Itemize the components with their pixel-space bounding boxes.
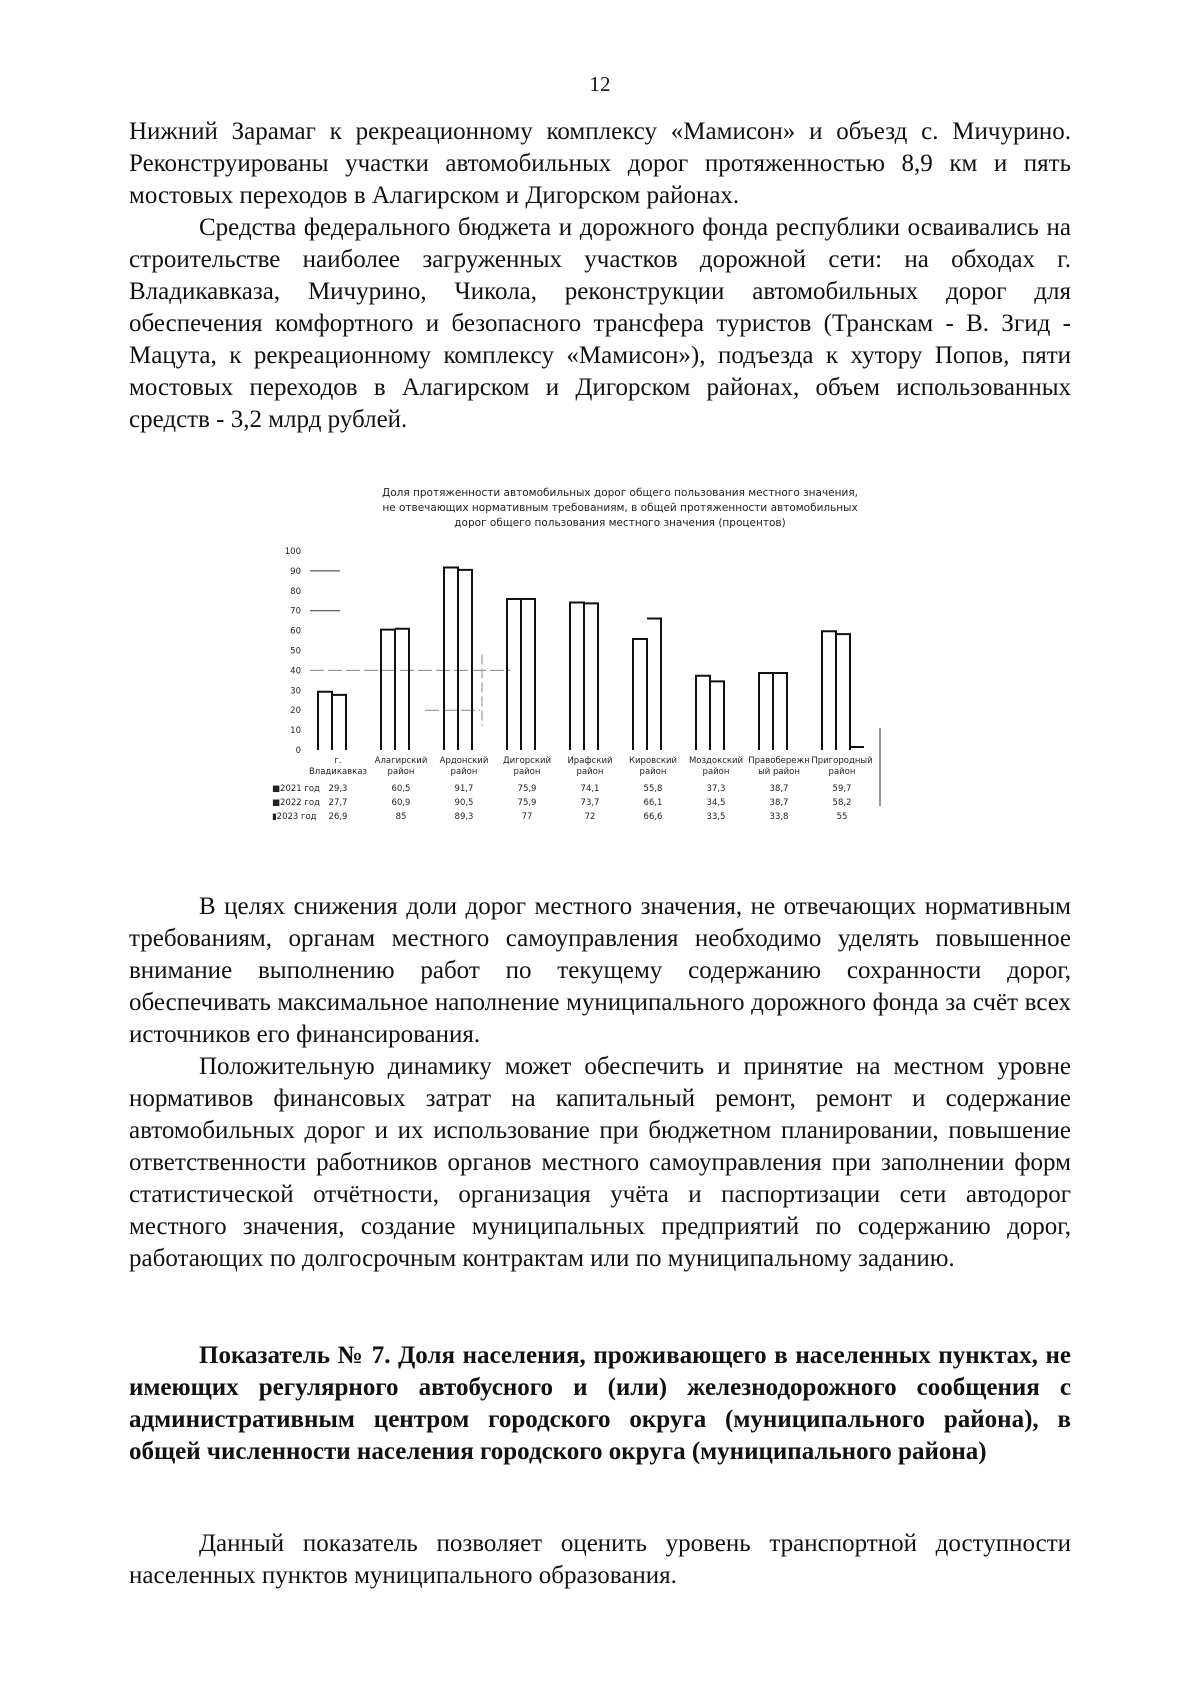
table-value: 27,7 [328, 798, 348, 808]
heading-text: Показатель № 7. Доля населения, проживающего в населенных пунктах, не имеющих регулярного автобусного и (или) железнодорожного сообщения с административным центром городского округа (муниципального района), в общей численности населения городского округа (муниципального района) [129, 1342, 1071, 1465]
category-label: район [576, 767, 604, 777]
legend-series-label: ■2021 год [272, 784, 320, 794]
paragraph-1: Нижний Зарамаг к рекреационному комплексу «Мамисон» и объезд с. Мичурино. Реконструированы участки автомобильных дорог протяженностью 8,9 км и пять мостовых переходов в Алагирском и Дигорском районах. [129, 118, 1071, 209]
category-label: Дигорский [502, 756, 552, 766]
category-label: район [450, 767, 478, 777]
bar-2021 [507, 599, 521, 750]
table-value: 90,5 [454, 798, 474, 808]
legend-series-label: ■2022 год [272, 798, 320, 808]
category-label: район [513, 767, 541, 777]
indicator-heading [129, 1340, 1071, 1468]
y-tick-label: 90 [290, 566, 301, 577]
table-value: 38,7 [769, 798, 789, 808]
category-label: район [702, 767, 730, 777]
chart-figure [270, 478, 970, 890]
table-value: 75,9 [517, 784, 537, 794]
bar-2021 [381, 630, 395, 750]
table-value: 33,5 [706, 812, 726, 822]
table-value: 85 [395, 812, 407, 822]
table-value: 37,3 [706, 784, 726, 794]
chart-svg [270, 478, 970, 890]
table-value: 66,1 [643, 798, 663, 808]
bar-2022 [836, 634, 850, 750]
category-label: район [828, 767, 856, 777]
table-value: 60,5 [391, 784, 411, 794]
bar-2021 [822, 631, 836, 750]
bar-2022 [584, 603, 598, 750]
table-value: 89,3 [454, 812, 474, 822]
table-value: 66,6 [643, 812, 663, 822]
bar-2021 [570, 603, 584, 750]
paragraph-5: Данный показатель позволяет оценить уровень транспортной доступности населенных пунктов муниципального образования. [129, 1530, 1071, 1589]
chart-title-line: дорог общего пользования местного значения (процентов) [454, 517, 786, 529]
y-tick-label: 30 [290, 686, 301, 697]
table-value: 73,7 [580, 798, 600, 808]
y-tick-label: 80 [290, 586, 301, 597]
body-text-middle [129, 891, 1071, 1275]
bar-2022 [395, 629, 409, 750]
table-value: 33,8 [769, 812, 789, 822]
paragraph-4: Положительную динамику может обеспечить и принятие на местном уровне нормативов финансовых затрат на капитальный ремонт, ремонт и содержание автомобильных дорог и их использование при бюджетном планировании, повышение ответственности работников органов местного самоуправления при заполнении форм статистической отчётности, организация учёта и паспортизации сети автодорог местного значения, создание муниципальных предприятий по содержанию дорог, работающих по долгосрочным контрактам или по муниципальному заданию. [129, 1053, 1071, 1272]
category-label: ый район [758, 767, 800, 777]
table-value: 91,7 [454, 784, 474, 794]
bar-2022 [710, 681, 724, 750]
paragraph-2: Средства федерального бюджета и дорожного фонда республики осваивались на строительстве наиболее загруженных участков дорожной сети: на обходах г. Владикавказа, Мичурино, Чикола, реконструкции автомобильных дорог для обеспечения комфортного и безопасного трансфера туристов (Транскам - В. Згид - Мацута, к рекреационному комплексу «Мамисон»), подъезда к хутору Попов, пяти мостовых переходов в Алагирском и Дигорском районах, объем использованных средств - 3,2 млрд рублей. [129, 214, 1071, 433]
bar-2022 [773, 673, 787, 750]
page-number: 12 [589, 72, 611, 96]
y-tick-label: 20 [290, 706, 301, 717]
table-value: 55 [836, 812, 848, 822]
category-label: г. [334, 756, 342, 766]
category-label: Правобережн [748, 756, 810, 766]
category-label: Моздокский [688, 756, 744, 766]
table-value: 29,3 [328, 784, 348, 794]
category-label: район [387, 767, 415, 777]
table-value: 58,2 [832, 798, 852, 808]
table-value: 38,7 [769, 784, 789, 794]
category-label: Алагирский [374, 756, 428, 766]
table-value: 26,9 [328, 812, 348, 822]
chart-title-line: не отвечающих нормативным требованиям, в общей протяженности автомобильных [382, 502, 858, 514]
table-value: 59,7 [832, 784, 852, 794]
table-value: 55,8 [643, 784, 663, 794]
bar-2022 [458, 570, 472, 750]
category-label: Ирафский [567, 756, 613, 766]
y-tick-label: 40 [290, 666, 301, 677]
table-value: 77 [521, 812, 533, 822]
bar-2022 [332, 695, 346, 750]
body-text-top [129, 116, 1071, 436]
table-value: 34,5 [706, 798, 726, 808]
bar-2022 [521, 599, 535, 750]
bar-2021 [696, 676, 710, 750]
paragraph-3: В целях снижения доли дорог местного значения, не отвечающих нормативным требованиям, органам местного самоуправления необходимо уделять повышенное внимание выполнению работ по текущему содержанию сохранности дорог, обеспечивать максимальное наполнение муниципального дорожного фонда за счёт всех источников его финансирования. [129, 893, 1071, 1048]
y-tick-label: 70 [290, 606, 301, 617]
table-value: 74,1 [580, 784, 600, 794]
bar-2021 [318, 692, 332, 750]
legend-series-label: ▮2023 год [272, 812, 317, 822]
bar-2021 [759, 673, 773, 750]
table-value: 75,9 [517, 798, 537, 808]
category-label: район [639, 767, 667, 777]
y-tick-label: 10 [290, 726, 301, 737]
table-value: 60,9 [391, 798, 411, 808]
bar-2021 [444, 568, 458, 750]
category-label: Кировский [628, 756, 678, 766]
category-label: Пригородный [811, 756, 873, 766]
category-label: Ардонский [439, 756, 489, 766]
y-tick-label: 50 [290, 646, 301, 657]
table-value: 72 [584, 812, 596, 822]
category-label: Владикавказ [308, 767, 368, 777]
bar-2021 [633, 639, 647, 750]
body-text-bottom [129, 1528, 1071, 1592]
bar-2022 [647, 618, 661, 750]
y-tick-label: 100 [284, 547, 301, 557]
chart-title-line: Доля протяженности автомобильных дорог общего пользования местного значения, [382, 487, 858, 499]
y-tick-label: 0 [295, 746, 301, 756]
y-tick-label: 60 [290, 626, 301, 637]
